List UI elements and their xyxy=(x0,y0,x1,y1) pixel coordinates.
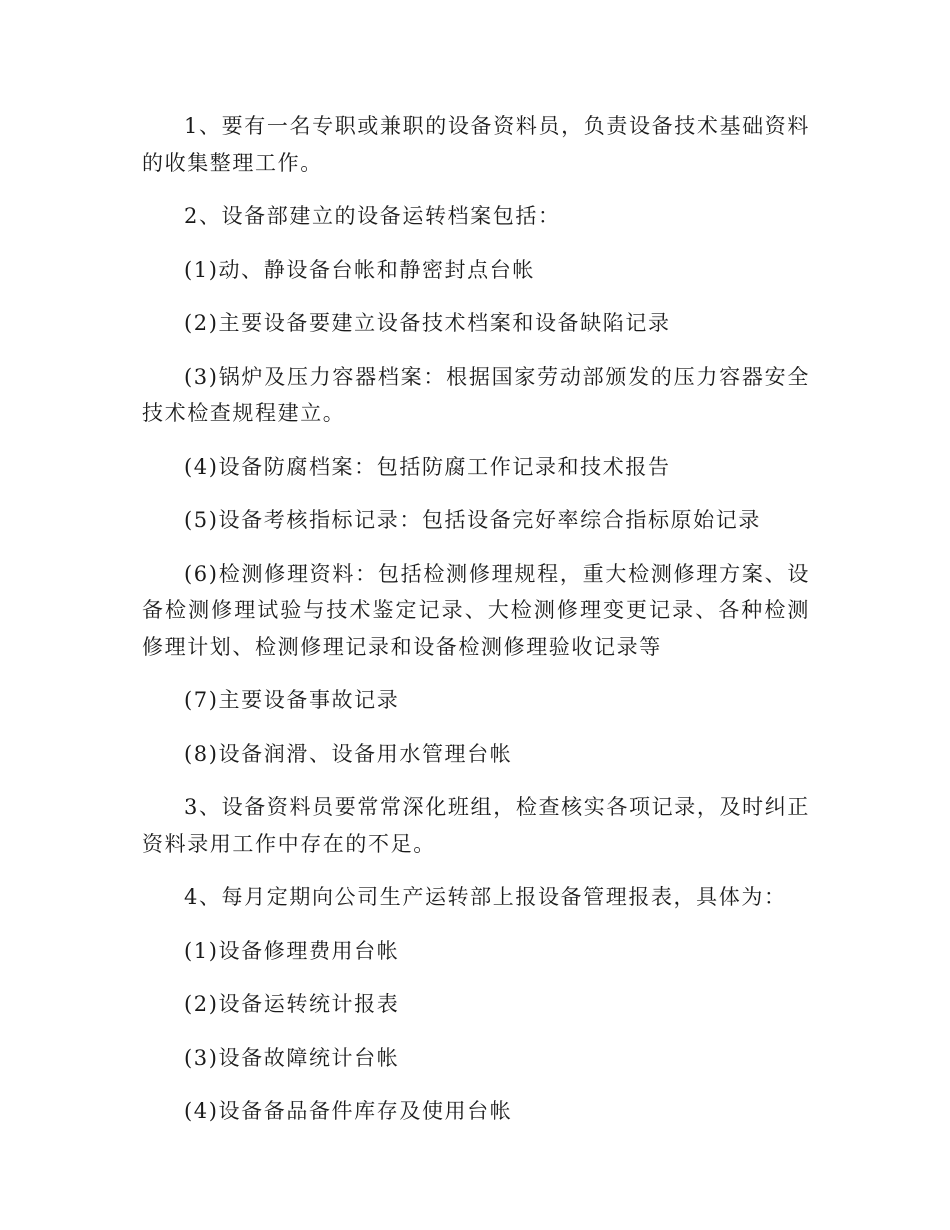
paragraph-2: 2、设备部建立的设备运转档案包括： xyxy=(184,204,561,228)
paragraph-11: 3、设备资料员要常常深化班组，检查核实各项记录，及时纠正资料录用工作中存在的不足。 xyxy=(142,795,810,856)
paragraph-8: (6)检测修理资料：包括检测修理规程，重大检测修理方案、设备检测修理试验与技术鉴定记录、大检测修理变更记录、各种检测修理计划、检测修理记录和设备检测修理验收记录等 xyxy=(142,561,810,659)
paragraph-13: (1)设备修理费用台帐 xyxy=(184,938,400,963)
paragraph-6: (4)设备防腐档案：包括防腐工作记录和技术报告 xyxy=(184,454,671,479)
paragraph-4: (2)主要设备要建立设备技术档案和设备缺陷记录 xyxy=(184,311,671,335)
paragraph-7: (5)设备考核指标记录：包括设备完好率综合指标原始记录 xyxy=(184,508,761,532)
paragraph-3: (1)动、静设备台帐和静密封点台帐 xyxy=(184,257,535,282)
paragraph-15: (3)设备故障统计台帐 xyxy=(184,1045,400,1070)
paragraph-9: (7)主要设备事故记录 xyxy=(184,688,400,712)
paragraph-12: 4、每月定期向公司生产运转部上报设备管理报表，具体为： xyxy=(184,885,787,909)
paragraph-16: (4)设备备品备件库存及使用台帐 xyxy=(184,1099,513,1123)
paragraph-10: (8)设备润滑、设备用水管理台帐 xyxy=(184,741,513,766)
paragraph-14: (2)设备运转统计报表 xyxy=(184,992,400,1016)
document-body xyxy=(142,108,810,1147)
paragraph-1: 1、要有一名专职或兼职的设备资料员，负责设备技术基础资料的收集整理工作。 xyxy=(142,114,810,175)
paragraph-5: (3)锅炉及压力容器档案：根据国家劳动部颁发的压力容器安全技术检查规程建立。 xyxy=(142,364,810,425)
